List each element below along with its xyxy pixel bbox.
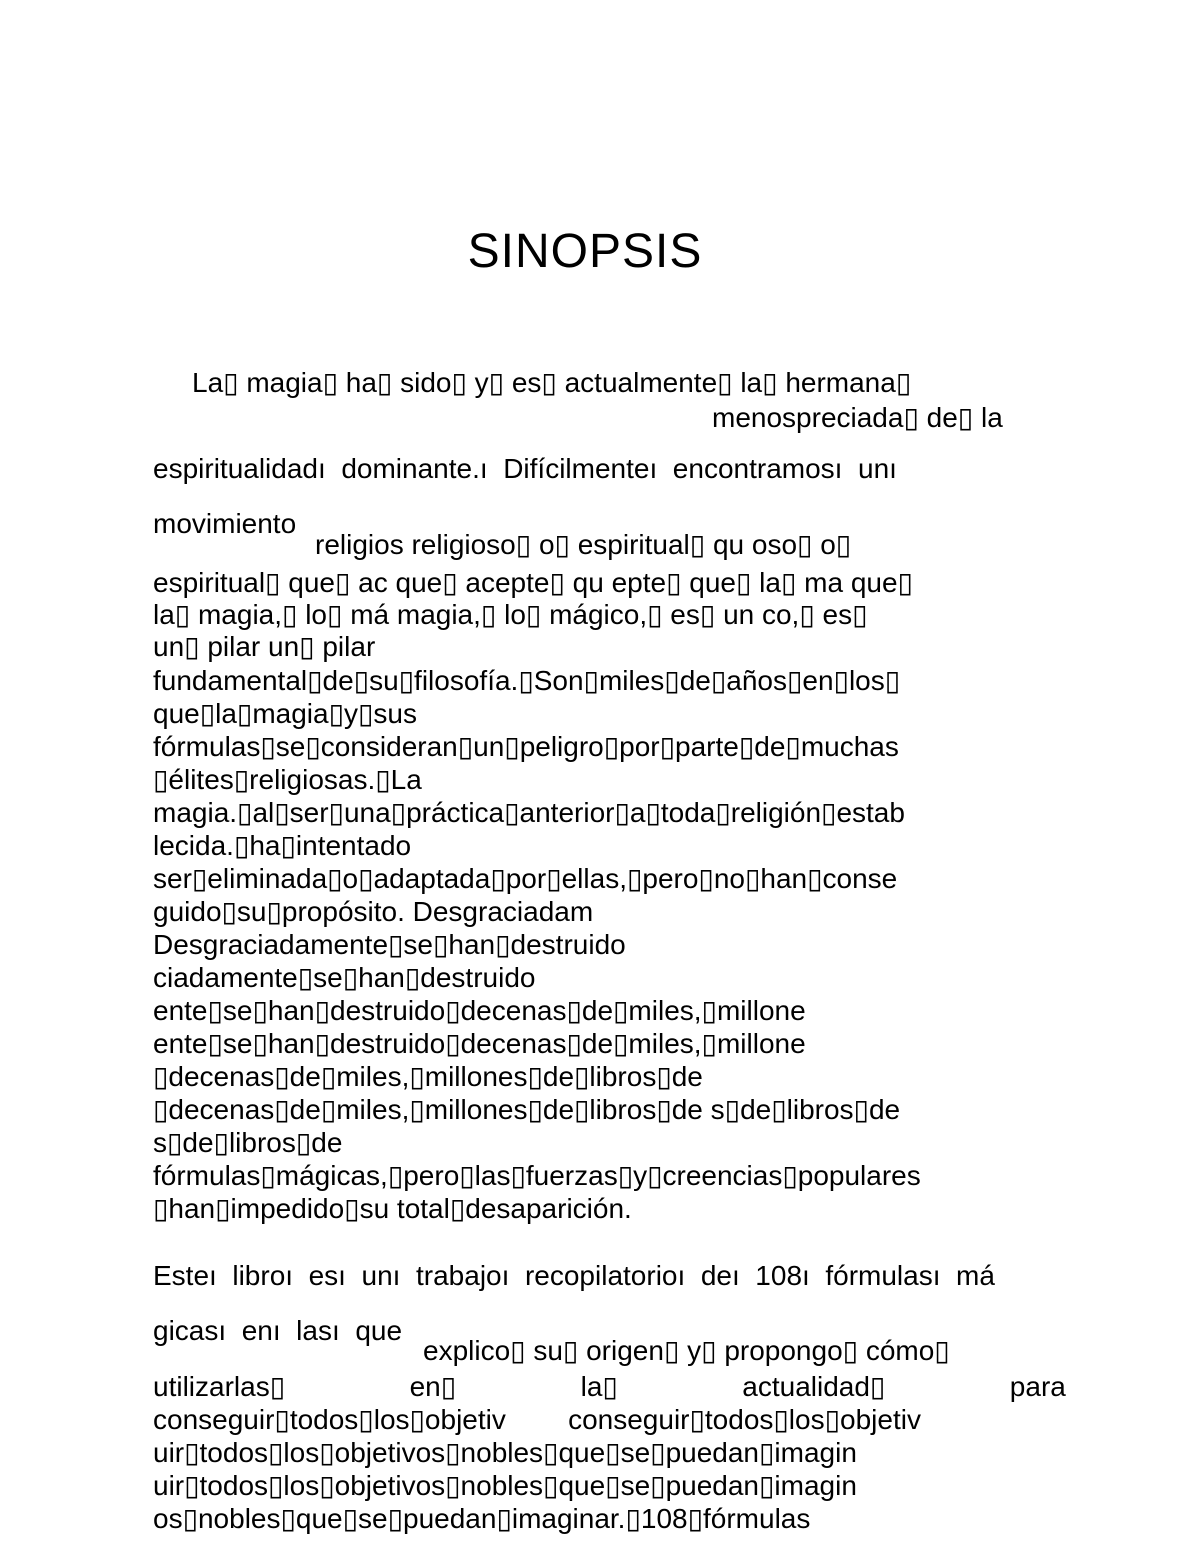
text-line: La▯ magia▯ ha▯ sido▯ y▯ es▯ actualmente▯ la▯ hermana▯ xyxy=(192,367,912,398)
page-title: SINOPSIS xyxy=(467,225,703,278)
text-line: s▯de▯libros▯de xyxy=(153,1127,343,1158)
text-line: ente▯se▯han▯destruido▯decenas▯de▯miles,▯millone xyxy=(153,1028,806,1059)
text-line: ▯decenas▯de▯miles,▯millones▯de▯libros▯de xyxy=(153,1061,703,1092)
text-line: fórmulas▯se▯consideran▯un▯peligro▯por▯parte▯de▯muchas xyxy=(153,731,899,762)
text-line: Desgraciadamente▯se▯han▯destruido xyxy=(153,929,626,960)
text-line: os▯nobles▯que▯se▯puedan▯imaginar.▯108▯fórmulas xyxy=(153,1503,811,1534)
text-line: movimiento xyxy=(153,508,297,539)
text-line: Esteı libroı esı unı trabajoı recopilatorioı deı 108ı fórmulası má xyxy=(153,1260,995,1291)
text-line: un▯ pilar un▯ pilar xyxy=(153,631,376,662)
text-line: ▯élites▯religiosas.▯La xyxy=(153,764,422,795)
text-line: explico▯ su▯ origen▯ y▯ propongo▯ cómo▯ xyxy=(423,1335,950,1366)
text-line: magia.▯al▯ser▯una▯práctica▯anterior▯a▯toda▯religión▯estab xyxy=(153,797,905,828)
text-line: la▯ magia,▯ lo▯ má magia,▯ lo▯ mágico,▯ es▯ un co,▯ es▯ xyxy=(153,599,868,630)
text-line: conseguir▯todos▯los▯objetiv conseguir▯todos▯los▯objetiv xyxy=(153,1404,921,1435)
text-line: ciadamente▯se▯han▯destruido xyxy=(153,962,536,993)
text-line: ser▯eliminada▯o▯adaptada▯por▯ellas,▯pero▯no▯han▯conse xyxy=(153,863,898,894)
text-line: uir▯todos▯los▯objetivos▯nobles▯que▯se▯puedan▯imagin xyxy=(153,1437,857,1468)
text-line: que▯la▯magia▯y▯sus xyxy=(153,698,417,729)
text-line: guido▯su▯propósito. Desgraciadam xyxy=(153,896,594,927)
text-line: gicası enı lası que xyxy=(153,1315,403,1346)
text-line: espiritualidadı dominante.ı Difícilmenteı encontramosı unı xyxy=(153,453,897,484)
text-line: religios religioso▯ o▯ espiritual▯ qu oso▯ o▯ xyxy=(315,529,852,560)
text-line: ▯han▯impedido▯su total▯desaparición. xyxy=(153,1193,632,1224)
text-line: fórmulas▯mágicas,▯pero▯las▯fuerzas▯y▯creencias▯populares xyxy=(153,1160,921,1191)
text-line: utilizarlas▯ en▯ la▯ actualidad▯ para xyxy=(153,1371,1066,1402)
text-line: lecida.▯ha▯intentado xyxy=(153,830,412,861)
text-line: espiritual▯ que▯ ac que▯ acepte▯ qu epte▯ que▯ la▯ ma que▯ xyxy=(153,567,913,598)
text-line: uir▯todos▯los▯objetivos▯nobles▯que▯se▯puedan▯imagin xyxy=(153,1470,857,1501)
text-line: menospreciada▯ de▯ la xyxy=(712,402,1003,433)
text-line: fundamental▯de▯su▯filosofía.▯Son▯miles▯de▯años▯en▯los▯ xyxy=(153,665,901,696)
text-line: ▯decenas▯de▯miles,▯millones▯de▯libros▯de s▯de▯libros▯de xyxy=(153,1094,901,1125)
text-line: ente▯se▯han▯destruido▯decenas▯de▯miles,▯millone xyxy=(153,995,806,1026)
